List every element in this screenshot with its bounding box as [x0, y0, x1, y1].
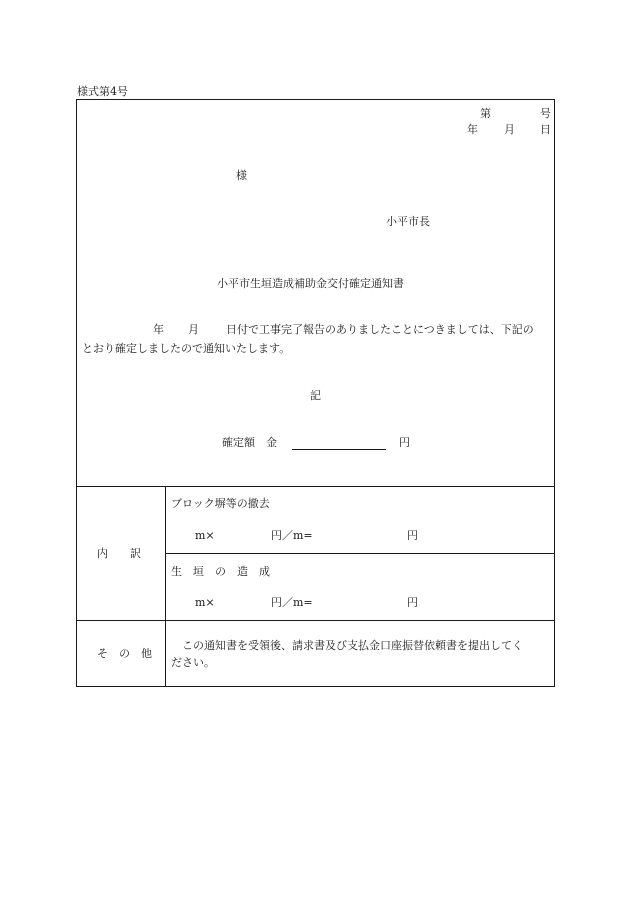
breakdown-row-unit-yen: 円: [407, 596, 418, 609]
ki-label: 記: [310, 389, 321, 402]
body-month: 月: [188, 323, 199, 336]
table-column-divider: [165, 486, 166, 687]
number-label-first: 第: [480, 107, 491, 120]
other-row-divider: [76, 620, 555, 621]
breakdown-label: 内 訳: [97, 547, 141, 560]
breakdown-row-title: 生 垣 の 造 成: [171, 565, 270, 578]
number-label-last: 号: [540, 107, 551, 120]
table-top-line: [76, 486, 555, 487]
breakdown-row-unit-m: m×: [195, 596, 215, 609]
addressee-suffix: 様: [236, 169, 247, 182]
other-line2: ださい。: [171, 656, 215, 669]
breakdown-row-unit-price: 円／m=: [271, 529, 313, 542]
other-label: そ の 他: [97, 647, 152, 660]
amount-label: 確定額 金: [222, 436, 277, 449]
document-title: 小平市生垣造成補助金交付確定通知書: [217, 277, 404, 290]
sender-name: 小平市長: [386, 215, 430, 228]
date-day: 日: [540, 123, 551, 136]
body-year: 年: [153, 323, 164, 336]
other-line1: この通知書を受領後、請求書及び支払金口座振替依頼書を提出してく: [182, 639, 523, 652]
date-month: 月: [504, 123, 515, 136]
breakdown-row-unit-m: m×: [195, 529, 215, 542]
breakdown-row-title: ブロック塀等の撤去: [171, 497, 270, 510]
amount-underline: [292, 449, 386, 450]
form-number: 様式第4号: [77, 85, 128, 98]
body-line2: とおり確定しましたので通知いたします。: [82, 342, 291, 355]
body-line1: 日付で工事完了報告のありましたことにつきましては、下記の: [226, 323, 534, 336]
date-year: 年: [467, 123, 478, 136]
amount-unit: 円: [399, 436, 410, 449]
breakdown-row-divider: [165, 553, 555, 554]
breakdown-row-unit-price: 円／m=: [271, 596, 313, 609]
breakdown-row-unit-yen: 円: [407, 529, 418, 542]
